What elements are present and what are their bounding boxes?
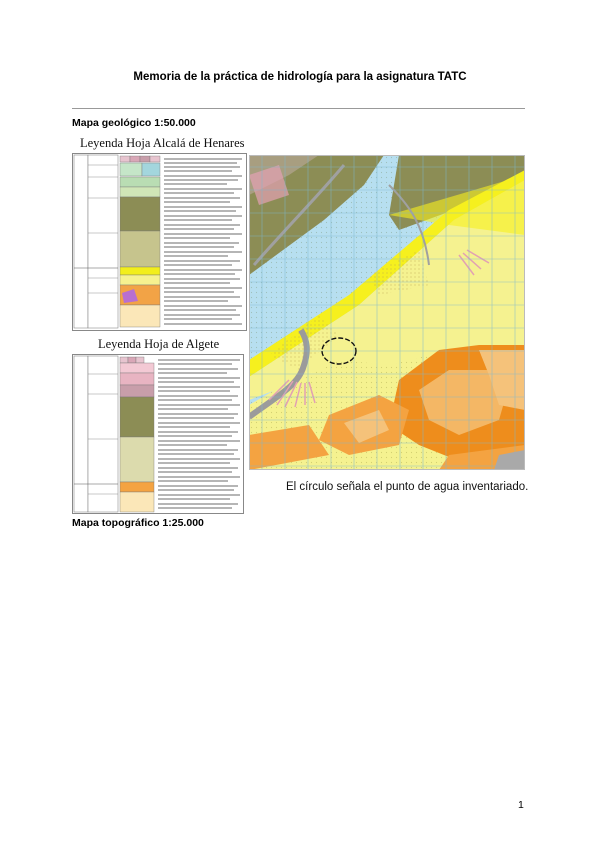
document-title: Memoria de la práctica de hidrología para la asignatura TATC	[133, 71, 467, 83]
topographic-map-heading: Mapa topográfico 1:25.000	[72, 517, 204, 529]
map-caption: El círculo señala el punto de agua inventariado.	[286, 481, 529, 493]
legend-algete-image	[72, 354, 244, 514]
legend-alcala-title: Leyenda Hoja Alcalá de Henares	[80, 136, 245, 150]
legend-algete-title: Leyenda Hoja de Algete	[98, 337, 220, 351]
page-number: 1	[518, 799, 524, 811]
geologic-map-heading: Mapa geológico 1:50.000	[72, 117, 196, 129]
title-divider	[72, 108, 525, 109]
geologic-map-image	[249, 155, 525, 470]
legend-alcala-image	[72, 153, 247, 331]
